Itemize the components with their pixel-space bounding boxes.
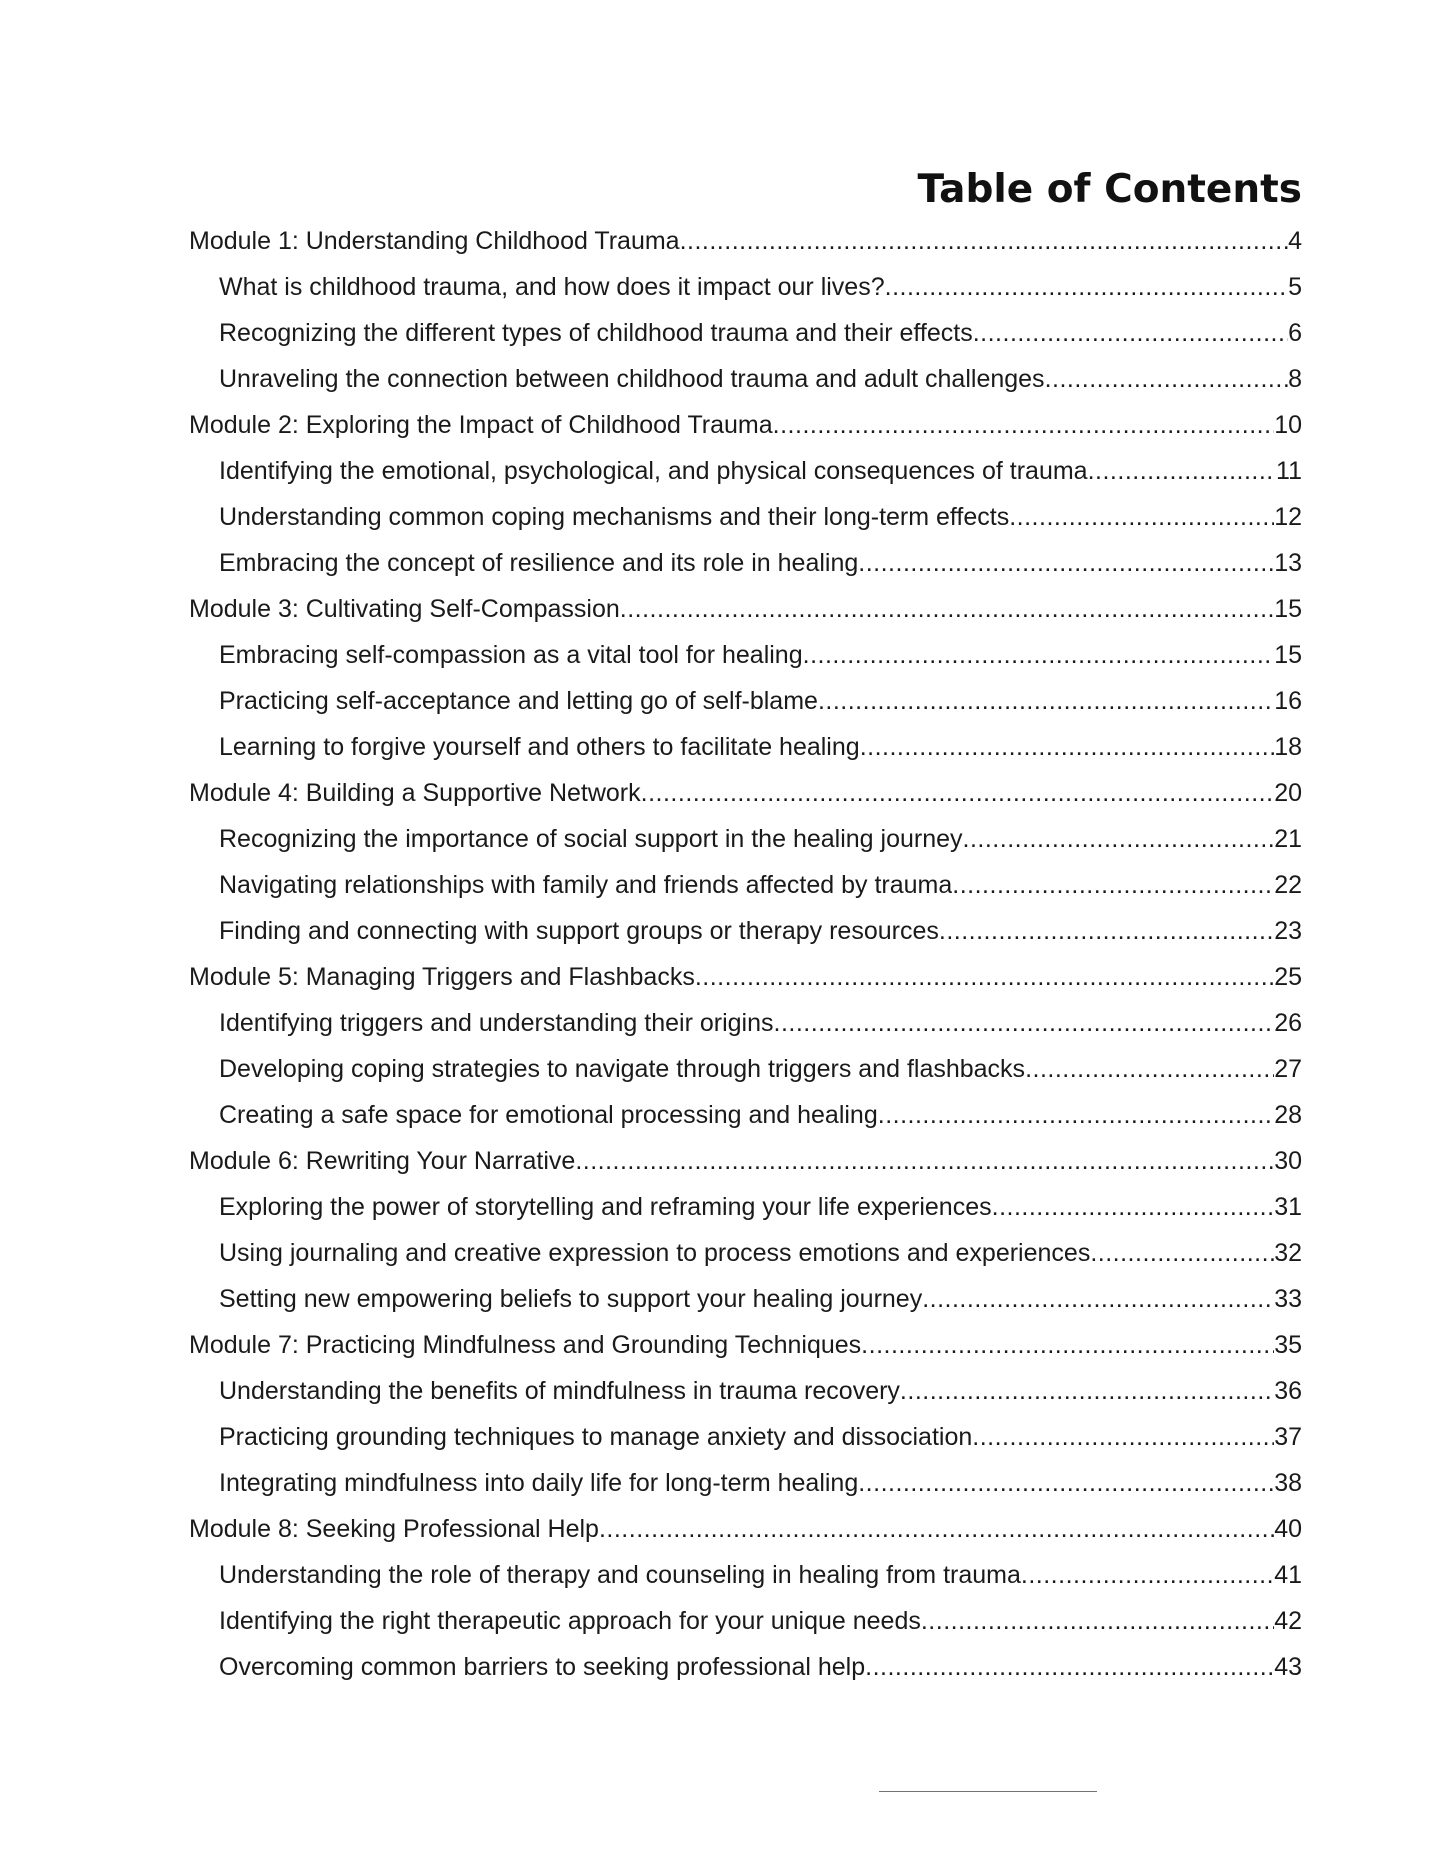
toc-section-entry[interactable] — [219, 1644, 1302, 1690]
toc-section-entry[interactable] — [219, 816, 1302, 862]
toc-section-entry[interactable] — [219, 494, 1302, 540]
toc-entry-title: Developing coping strategies to navigate through triggers and flashbacks — [219, 1055, 1026, 1083]
toc-entry-title: Recognizing the different types of childhood trauma and their effects — [219, 319, 973, 347]
toc-entry-title: Understanding common coping mechanisms and their long-term effects — [219, 503, 1010, 531]
toc-entry-title: Finding and connecting with support groups or therapy resources — [219, 917, 939, 945]
toc-section-entry[interactable] — [219, 1000, 1302, 1046]
toc-dot-leader — [963, 816, 1275, 862]
toc-section-entry[interactable] — [219, 448, 1302, 494]
toc-dot-leader — [575, 1138, 1274, 1184]
toc-entry-title: Learning to forgive yourself and others to facilitate healing — [219, 733, 860, 761]
toc-module-entry[interactable] — [189, 586, 1302, 632]
toc-page-number: 22 — [1274, 871, 1302, 899]
toc-dot-leader — [939, 908, 1274, 954]
toc-entry-title: Creating a safe space for emotional processing and healing — [219, 1101, 878, 1129]
toc-section-entry[interactable] — [219, 540, 1302, 586]
toc-entry-title: Module 5: Managing Triggers and Flashbacks — [189, 963, 695, 991]
toc-dot-leader — [878, 1092, 1274, 1138]
toc-page-number: 25 — [1274, 963, 1302, 991]
toc-entry-title: Module 8: Seeking Professional Help — [189, 1515, 599, 1543]
toc-page-number: 13 — [1274, 549, 1302, 577]
toc-entry-title: Module 4: Building a Supportive Network — [189, 779, 641, 807]
toc-page-number: 12 — [1274, 503, 1302, 531]
toc-entry-title: Practicing self-acceptance and letting go of self-blame — [219, 687, 818, 715]
toc-section-entry[interactable] — [219, 632, 1302, 678]
toc-entry-title: Navigating relationships with family and friends affected by trauma — [219, 871, 953, 899]
toc-module-entry[interactable] — [189, 1506, 1302, 1552]
toc-dot-leader — [803, 632, 1275, 678]
toc-page-number: 33 — [1274, 1285, 1302, 1313]
toc-page-number: 10 — [1274, 411, 1302, 439]
toc-dot-leader — [1090, 1230, 1274, 1276]
toc-page-number: 8 — [1288, 365, 1302, 393]
toc-section-entry[interactable] — [219, 356, 1302, 402]
toc-dot-leader — [860, 724, 1275, 770]
toc-entry-title: What is childhood trauma, and how does it impact our lives? — [219, 273, 885, 301]
toc-section-entry[interactable] — [219, 1414, 1302, 1460]
toc-entry-title: Recognizing the importance of social support in the healing journey — [219, 825, 963, 853]
toc-entry-title: Overcoming common barriers to seeking professional help — [219, 1653, 866, 1681]
toc-dot-leader — [972, 1414, 1274, 1460]
toc-dot-leader — [973, 310, 1288, 356]
toc-dot-leader — [900, 1368, 1274, 1414]
toc-entry-title: Understanding the role of therapy and counseling in healing from trauma — [219, 1561, 1021, 1589]
toc-page-number: 16 — [1274, 687, 1302, 715]
toc-section-entry[interactable] — [219, 678, 1302, 724]
toc-entry-title: Module 1: Understanding Childhood Trauma — [189, 227, 680, 255]
page-title: Table of Contents — [917, 167, 1302, 212]
toc-page-number: 4 — [1288, 227, 1302, 255]
toc-dot-leader — [865, 1644, 1274, 1690]
toc-section-entry[interactable] — [219, 1092, 1302, 1138]
toc-page-number: 35 — [1274, 1331, 1302, 1359]
toc-entry-title: Setting new empowering beliefs to support your healing journey — [219, 1285, 923, 1313]
toc-section-entry[interactable] — [219, 1552, 1302, 1598]
toc-entry-title: Module 3: Cultivating Self-Compassion — [189, 595, 620, 623]
toc-dot-leader — [641, 770, 1275, 816]
toc-dot-leader — [858, 1460, 1274, 1506]
toc-section-entry[interactable] — [219, 908, 1302, 954]
toc-dot-leader — [599, 1506, 1274, 1552]
toc-dot-leader — [1045, 356, 1289, 402]
toc-page-number: 6 — [1288, 319, 1302, 347]
toc-page-number: 18 — [1274, 733, 1302, 761]
toc-dot-leader — [818, 678, 1274, 724]
toc-section-entry[interactable] — [219, 310, 1302, 356]
toc-section-entry[interactable] — [219, 1046, 1302, 1092]
toc-page-number: 42 — [1274, 1607, 1302, 1635]
toc-page-number: 31 — [1274, 1193, 1302, 1221]
toc-dot-leader — [921, 1598, 1274, 1644]
toc-page-number: 28 — [1274, 1101, 1302, 1129]
toc-dot-leader — [774, 1000, 1275, 1046]
toc-entry-title: Integrating mindfulness into daily life for long-term healing — [219, 1469, 859, 1497]
toc-dot-leader — [680, 218, 1289, 264]
toc-page-number: 40 — [1274, 1515, 1302, 1543]
toc-module-entry[interactable] — [189, 402, 1302, 448]
toc-dot-leader — [858, 540, 1274, 586]
toc-page-number: 21 — [1274, 825, 1302, 853]
toc-dot-leader — [773, 402, 1275, 448]
toc-section-entry[interactable] — [219, 862, 1302, 908]
toc-page-number: 27 — [1274, 1055, 1302, 1083]
toc-page-number: 15 — [1274, 641, 1302, 669]
toc-page-number: 43 — [1274, 1653, 1302, 1681]
toc-module-entry[interactable] — [189, 770, 1302, 816]
toc-page-number: 37 — [1274, 1423, 1302, 1451]
toc-entry-title: Identifying the emotional, psychological, and physical consequences of trauma — [219, 457, 1088, 485]
toc-entry-title: Exploring the power of storytelling and reframing your life experiences — [219, 1193, 992, 1221]
toc-module-entry[interactable] — [189, 1322, 1302, 1368]
toc-entry-title: Practicing grounding techniques to manage anxiety and dissociation — [219, 1423, 973, 1451]
toc-dot-leader — [861, 1322, 1274, 1368]
toc-entry-title: Embracing the concept of resilience and its role in healing — [219, 549, 859, 577]
toc-page-number: 20 — [1274, 779, 1302, 807]
toc-dot-leader — [1025, 1046, 1274, 1092]
toc-section-entry[interactable] — [219, 1368, 1302, 1414]
toc-section-entry[interactable] — [219, 1460, 1302, 1506]
toc-entry-title: Embracing self-compassion as a vital tool for healing — [219, 641, 803, 669]
toc-dot-leader — [695, 954, 1274, 1000]
toc-section-entry[interactable] — [219, 1598, 1302, 1644]
toc-page-number: 38 — [1274, 1469, 1302, 1497]
toc-section-entry[interactable] — [219, 1184, 1302, 1230]
toc-entry-title: Understanding the benefits of mindfulness in trauma recovery — [219, 1377, 900, 1405]
toc-module-entry[interactable] — [189, 954, 1302, 1000]
toc-page-number: 32 — [1274, 1239, 1302, 1267]
toc-page-number: 30 — [1274, 1147, 1302, 1175]
toc-entry-title: Identifying the right therapeutic approach for your unique needs — [219, 1607, 921, 1635]
toc-section-entry[interactable] — [219, 1230, 1302, 1276]
toc-list — [0, 218, 1445, 1690]
toc-page-number: 15 — [1274, 595, 1302, 623]
toc-module-entry[interactable] — [189, 218, 1302, 264]
toc-page-number: 26 — [1274, 1009, 1302, 1037]
toc-dot-leader — [1009, 494, 1274, 540]
toc-module-entry[interactable] — [189, 1138, 1302, 1184]
toc-entry-title: Identifying triggers and understanding their origins — [219, 1009, 774, 1037]
toc-dot-leader — [1021, 1552, 1274, 1598]
toc-dot-leader — [885, 264, 1288, 310]
toc-entry-title: Module 6: Rewriting Your Narrative — [189, 1147, 576, 1175]
toc-page-number: 23 — [1274, 917, 1302, 945]
toc-page-number: 5 — [1288, 273, 1302, 301]
toc-dot-leader — [620, 586, 1274, 632]
toc-dot-leader — [922, 1276, 1274, 1322]
toc-section-entry[interactable] — [219, 1276, 1302, 1322]
toc-page-number: 11 — [1276, 457, 1302, 485]
toc-dot-leader — [992, 1184, 1275, 1230]
toc-page-number: 41 — [1274, 1561, 1302, 1589]
toc-entry-title: Using journaling and creative expression to process emotions and experiences — [219, 1239, 1091, 1267]
toc-dot-leader — [952, 862, 1274, 908]
toc-entry-title: Module 2: Exploring the Impact of Childhood Trauma — [189, 411, 773, 439]
footer-divider — [879, 1791, 1097, 1792]
toc-dot-leader — [1088, 448, 1276, 494]
toc-entry-title: Module 7: Practicing Mindfulness and Grounding Techniques — [189, 1331, 862, 1359]
toc-page-number: 36 — [1274, 1377, 1302, 1405]
toc-section-entry[interactable] — [219, 264, 1302, 310]
toc-entry-title: Unraveling the connection between childhood trauma and adult challenges — [219, 365, 1045, 393]
toc-section-entry[interactable] — [219, 724, 1302, 770]
